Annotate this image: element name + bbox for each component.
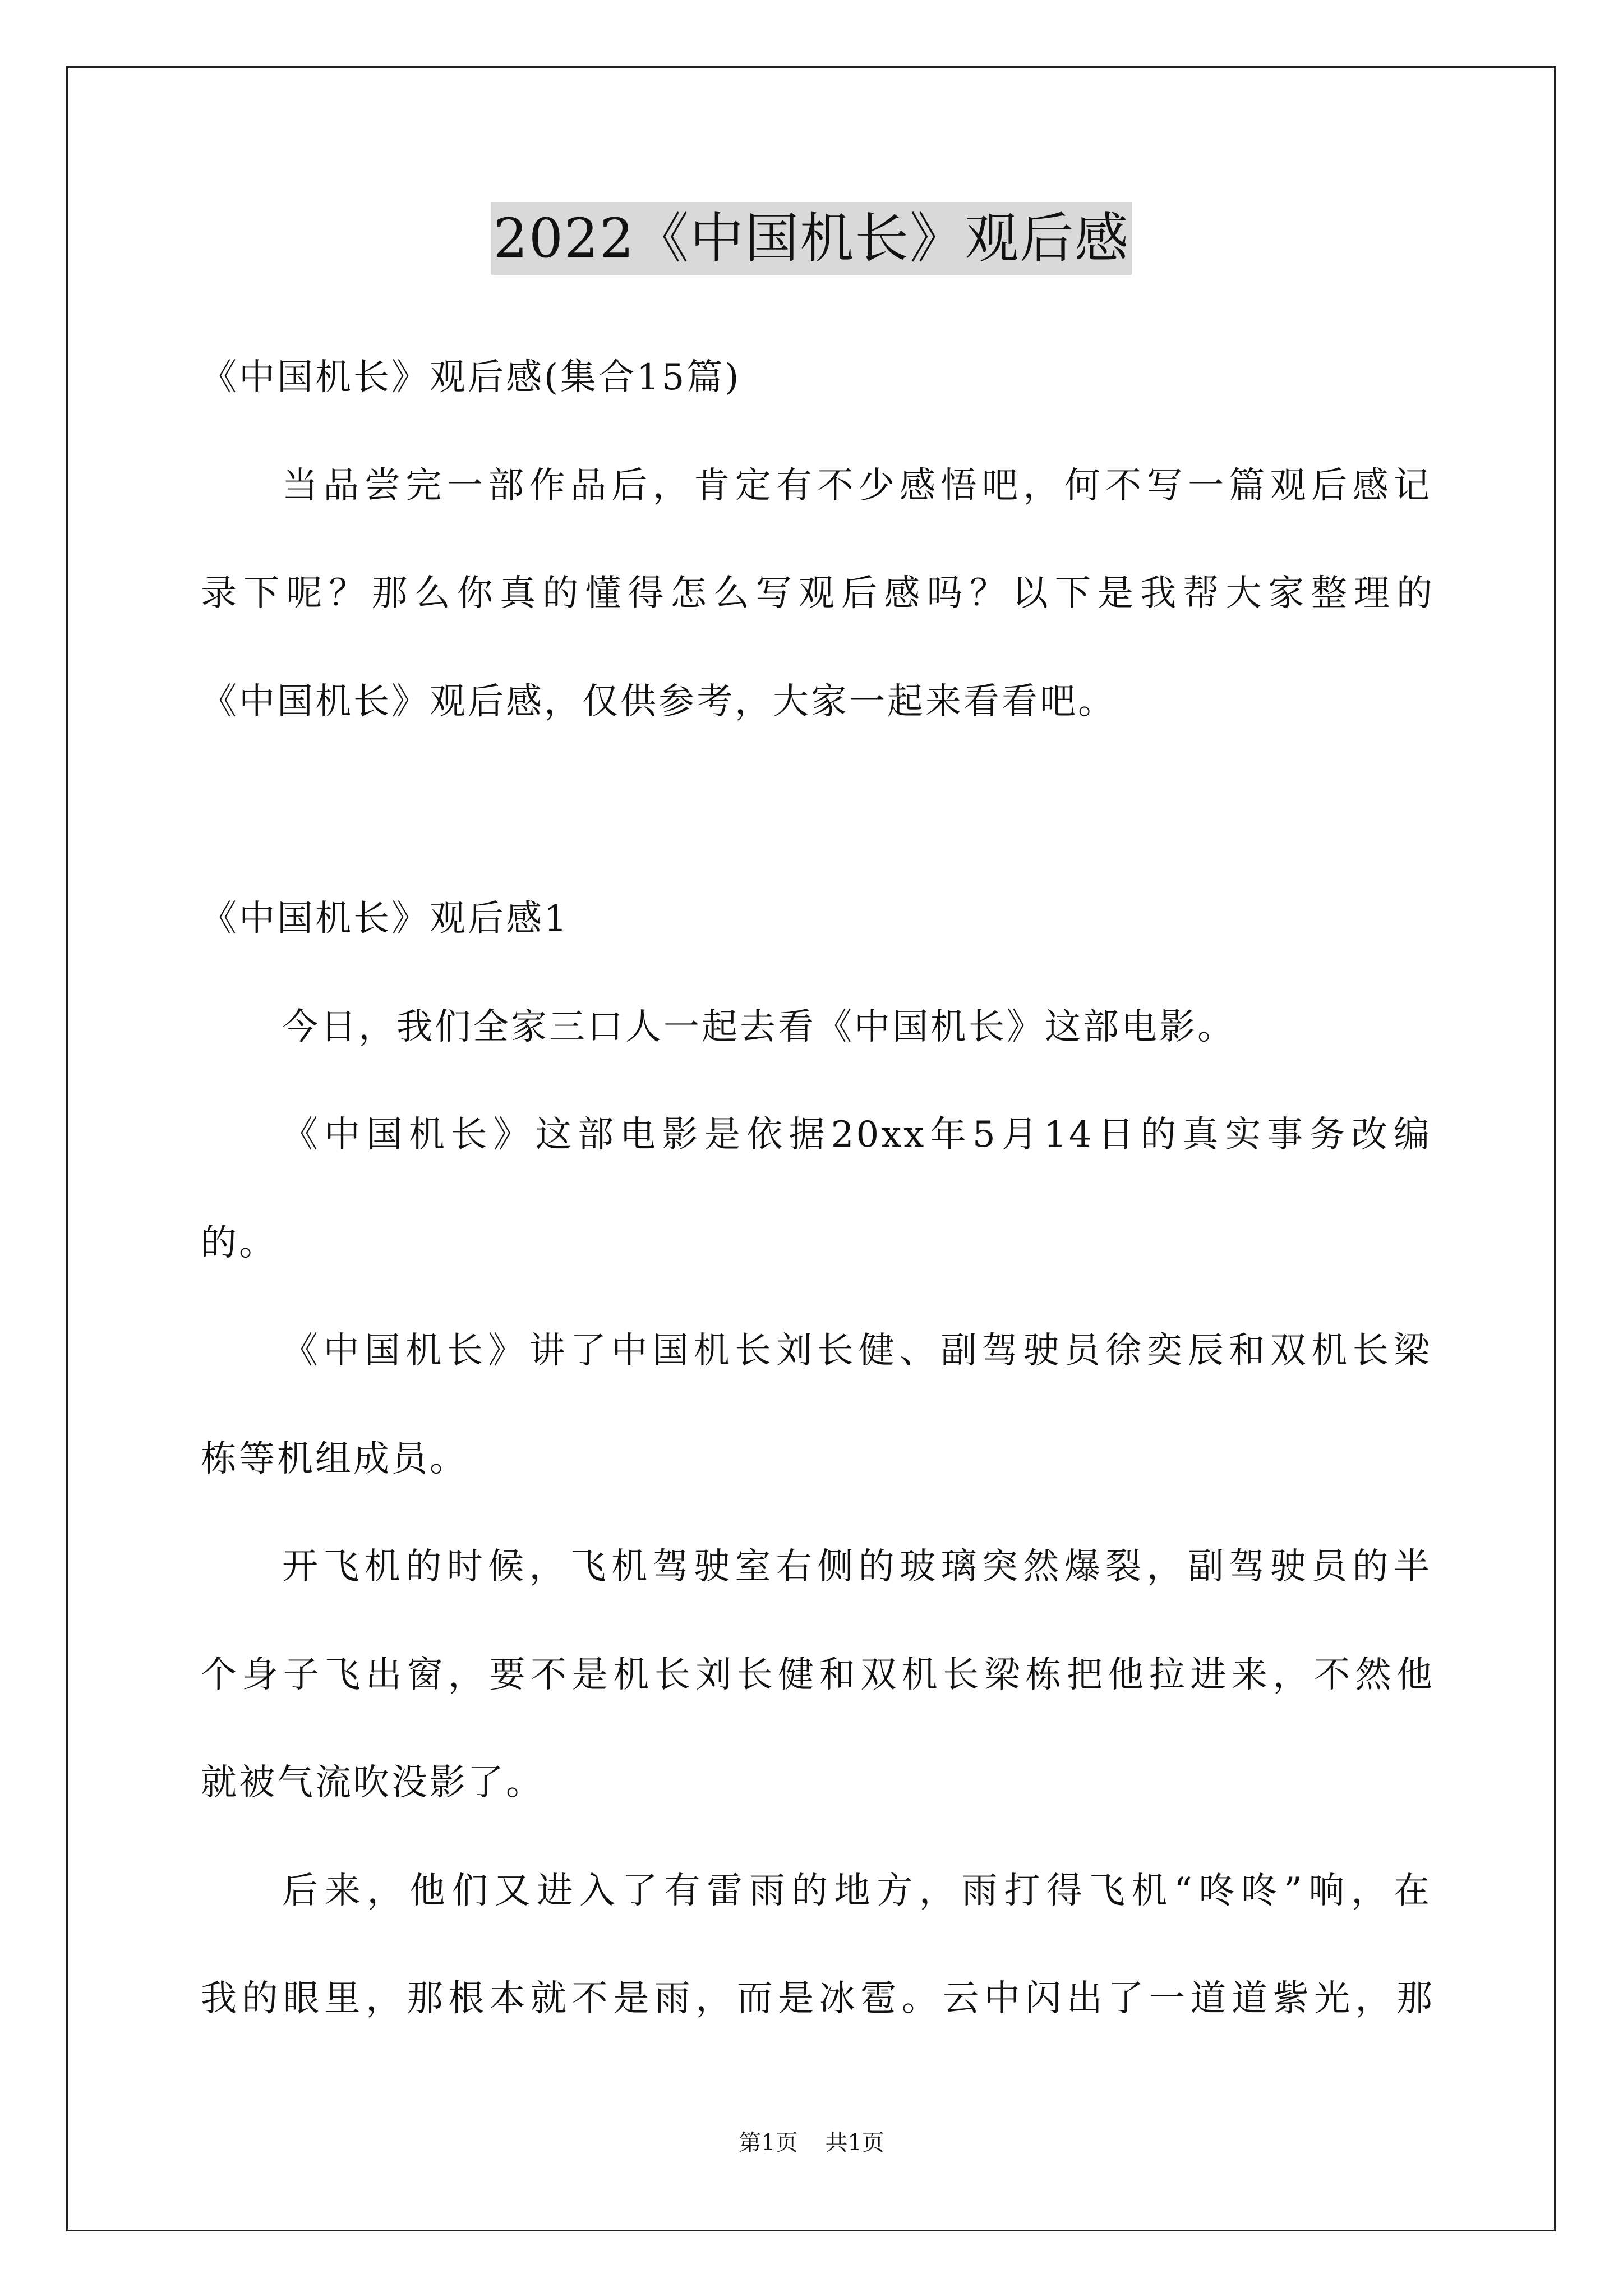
page-total: 共1页 (825, 2130, 884, 2156)
subtitle: 《中国机长》观后感(集合15篇) (201, 357, 741, 398)
paragraph-line: 当品尝完一部作品后，肯定有不少感悟吧，何不写一篇观后感记 (282, 465, 1432, 507)
document-title: 2022《中国机长》观后感 (491, 202, 1132, 275)
paragraph-line: 录下呢？那么你真的懂得怎么写观后感吗？以下是我帮大家整理的 (201, 573, 1435, 614)
page-footer (0, 2126, 1623, 2160)
paragraph-line: 《中国机长》这部电影是依据20xx年5月14日的真实事务改编 (282, 1114, 1432, 1156)
title-container (0, 202, 1623, 275)
paragraph-line: 个身子飞出窗，要不是机长刘长健和双机长梁栋把他拉进来，不然他 (201, 1654, 1435, 1696)
paragraph-line: 《中国机长》观后感，仅供参考，大家一起来看看吧。 (201, 681, 1116, 723)
paragraph-line: 后来，他们又进入了有雷雨的地方，雨打得飞机“咚咚”响，在 (282, 1870, 1432, 1912)
section-heading: 《中国机长》观后感1 (201, 898, 569, 940)
paragraph-line: 我的眼里，那根本就不是雨，而是冰雹。云中闪出了一道道紫光，那 (201, 1978, 1435, 2019)
paragraph-line: 就被气流吹没影了。 (201, 1762, 544, 1803)
paragraph-line: 栋等机组成员。 (201, 1438, 468, 1480)
page-number: 第1页 (739, 2130, 798, 2156)
paragraph-line: 今日，我们全家三口人一起去看《中国机长》这部电影。 (282, 1006, 1235, 1048)
paragraph-line: 《中国机长》讲了中国机长刘长健、副驾驶员徐奕辰和双机长梁 (282, 1330, 1432, 1372)
paragraph-line: 开飞机的时候，飞机驾驶室右侧的玻璃突然爆裂，副驾驶员的半 (282, 1546, 1432, 1588)
paragraph-line: 的。 (201, 1222, 277, 1264)
